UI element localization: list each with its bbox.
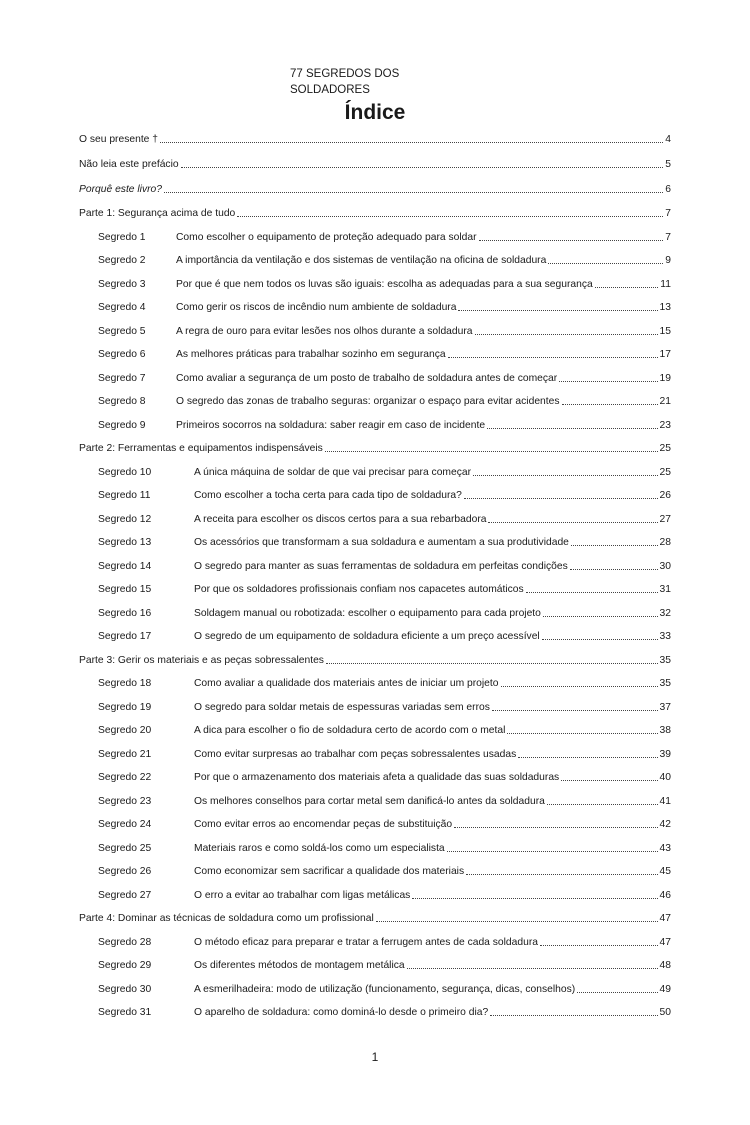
toc-secret-number: Segredo 27 (98, 889, 152, 901)
toc-entry-title: A receita para escolher os discos certos para a sua rebarbadora (194, 513, 487, 525)
dot-leader (454, 827, 657, 828)
dot-leader (548, 263, 663, 264)
toc-secret-number: Segredo 21 (98, 748, 152, 760)
dot-leader (577, 992, 657, 993)
dot-leader (526, 592, 658, 593)
dot-leader (447, 851, 658, 852)
toc-page-number: 37 (659, 701, 671, 713)
toc-secret-number: Segredo 22 (98, 772, 152, 783)
index-heading (0, 101, 750, 125)
toc-page-number: 9 (665, 255, 671, 266)
toc-page-number: 4 (665, 134, 671, 145)
dot-leader (407, 968, 658, 969)
toc-page-number: 50 (659, 1007, 671, 1018)
toc-secret-number: Segredo 25 (98, 842, 152, 854)
toc-page-number: 40 (659, 772, 671, 783)
toc-secret-entry[interactable] (79, 513, 671, 526)
toc-secret-entry[interactable] (79, 865, 671, 878)
toc-entry-title: O seu presente † (79, 134, 158, 145)
toc-secret-entry[interactable] (79, 395, 671, 408)
dot-leader (547, 804, 658, 805)
toc-secret-entry[interactable] (79, 489, 671, 502)
toc-secret-number: Segredo 7 (98, 372, 146, 384)
toc-secret-number: Segredo 5 (98, 325, 146, 337)
toc-secret-number: Segredo 19 (98, 701, 152, 713)
toc-entry-title: Os diferentes métodos de montagem metálica (194, 960, 405, 971)
toc-secret-entry[interactable] (79, 231, 671, 244)
toc-page-number: 7 (665, 208, 671, 219)
toc-secret-entry[interactable] (79, 677, 671, 690)
toc-entry-title: A importância da ventilação e dos sistemas de ventilação na oficina de soldadura (176, 255, 547, 266)
toc-entry-title: Soldagem manual ou robotizada: escolher o equipamento para cada projeto (194, 607, 541, 619)
toc-part-entry[interactable] (79, 912, 671, 925)
toc-page-number: 47 (659, 936, 671, 948)
toc-page-number: 27 (659, 513, 671, 525)
toc-secret-number: Segredo 15 (98, 584, 152, 595)
toc-entry[interactable] (79, 133, 671, 146)
toc-page-number: 11 (660, 278, 671, 290)
toc-entry-title: O segredo das zonas de trabalho seguras: organizar o espaço para evitar acidentes (176, 396, 560, 407)
toc-entry-title: O segredo para manter as suas ferramentas de soldadura em perfeitas condições (194, 560, 568, 572)
dot-leader (237, 216, 663, 217)
toc-secret-number: Segredo 23 (98, 795, 152, 807)
toc-page-number: 13 (659, 302, 671, 313)
toc-page-number: 23 (659, 419, 671, 431)
toc-secret-number: Segredo 2 (98, 255, 146, 266)
toc-entry[interactable] (79, 183, 671, 196)
toc-secret-entry[interactable] (79, 278, 671, 291)
toc-page-number: 46 (659, 889, 671, 901)
document-header-title: 77 SEGREDOS DOS SOLDADORES (290, 68, 400, 96)
toc-secret-entry[interactable] (79, 560, 671, 573)
dot-leader (570, 569, 658, 570)
toc-entry-title: A regra de ouro para evitar lesões nos olhos durante a soldadura (176, 325, 473, 337)
toc-secret-number: Segredo 10 (98, 466, 152, 478)
dot-leader (326, 663, 658, 664)
toc-entry[interactable] (79, 158, 671, 171)
dot-leader (543, 616, 658, 617)
toc-secret-number: Segredo 11 (98, 490, 151, 501)
toc-page-number: 39 (659, 748, 671, 760)
toc-page-number: 43 (659, 842, 671, 854)
toc-entry-title: Parte 1: Segurança acima de tudo (79, 208, 236, 219)
dot-leader (487, 428, 657, 429)
toc-entry-title: Não leia este prefácio (79, 159, 179, 170)
toc-secret-number: Segredo 30 (98, 983, 152, 995)
toc-page-number: 32 (659, 607, 671, 619)
dot-leader (507, 733, 657, 734)
toc-secret-entry[interactable] (79, 724, 671, 737)
toc-page-number: 17 (659, 349, 671, 360)
toc-secret-entry[interactable] (79, 818, 671, 831)
toc-entry-title: Os melhores conselhos para cortar metal sem danificá-lo antes da soldadura (194, 795, 545, 807)
dot-leader (540, 945, 658, 946)
toc-page-number: 6 (665, 184, 671, 195)
dot-leader (475, 334, 658, 335)
toc-page-number: 26 (659, 490, 671, 501)
toc-secret-entry[interactable] (79, 842, 671, 855)
dot-leader (561, 780, 657, 781)
toc-page-number: 28 (659, 537, 671, 548)
toc-page-number: 25 (659, 466, 671, 478)
dot-leader (164, 192, 663, 193)
toc-page-number: 7 (665, 231, 671, 243)
toc-entry-title: Como evitar erros ao encomendar peças de substituição (194, 819, 453, 830)
toc-secret-entry[interactable] (79, 536, 671, 549)
toc-part-entry[interactable] (79, 654, 671, 667)
toc-entry-title: Como avaliar a qualidade dos materiais antes de iniciar um projeto (194, 678, 499, 689)
toc-entry-title: Como escolher o equipamento de proteção adequado para soldar (176, 231, 477, 243)
toc-page-number: 30 (659, 560, 671, 572)
dot-leader (464, 498, 658, 499)
toc-page-number: 41 (659, 795, 671, 807)
dot-leader (448, 357, 658, 358)
toc-secret-number: Segredo 6 (98, 349, 146, 360)
dot-leader (325, 451, 658, 452)
toc-secret-entry[interactable] (79, 348, 671, 361)
toc-secret-number: Segredo 16 (98, 607, 152, 619)
toc-secret-number: Segredo 3 (98, 278, 146, 290)
dot-leader (571, 545, 658, 546)
toc-secret-number: Segredo 31 (98, 1007, 152, 1018)
toc-page-number: 33 (659, 631, 671, 642)
dot-leader (518, 757, 657, 758)
toc-page-number: 31 (659, 584, 671, 595)
dot-leader (488, 522, 657, 523)
toc-secret-number: Segredo 20 (98, 725, 152, 736)
toc-secret-entry[interactable] (79, 889, 671, 902)
toc-entry-title: Primeiros socorros na soldadura: saber reagir em caso de incidente (176, 419, 486, 431)
toc-secret-number: Segredo 9 (98, 419, 146, 431)
toc-secret-entry[interactable] (79, 701, 671, 714)
toc-secret-number: Segredo 8 (98, 396, 146, 407)
toc-secret-number: Segredo 13 (98, 537, 152, 548)
toc-entry-title: A única máquina de soldar de que vai precisar para começar (194, 466, 472, 478)
dot-leader (501, 686, 658, 687)
toc-entry-title: O segredo de um equipamento de soldadura eficiente a um preço acessível (194, 631, 540, 642)
toc-entry-title: Como avaliar a segurança de um posto de trabalho de soldadura antes de começar (176, 372, 558, 384)
toc-secret-entry[interactable] (79, 959, 671, 972)
toc-secret-entry[interactable] (79, 1006, 671, 1019)
dot-leader (160, 142, 663, 143)
dot-leader (466, 874, 657, 875)
toc-page-number: 48 (659, 960, 671, 971)
toc-secret-entry[interactable] (79, 254, 671, 267)
toc-page-number: 38 (659, 725, 671, 736)
toc-page-number: 15 (659, 325, 671, 337)
toc-secret-entry[interactable] (79, 466, 671, 479)
toc-entry-title: Porquê este livro? (79, 184, 162, 195)
toc-secret-number: Segredo 17 (98, 631, 152, 642)
toc-entry-title: A esmerilhadeira: modo de utilização (funcionamento, segurança, dicas, conselhos) (194, 983, 576, 995)
toc-entry-title: Materiais raros e como soldá-los como um especialista (194, 842, 445, 854)
dot-leader (473, 475, 658, 476)
toc-secret-entry[interactable] (79, 325, 671, 338)
toc-entry-title: A dica para escolher o fio de soldadura certo de acordo com o metal (194, 725, 506, 736)
toc-page-number: 47 (659, 913, 671, 924)
toc-entry-title: O aparelho de soldadura: como dominá-lo desde o primeiro dia? (194, 1007, 489, 1018)
toc-entry-title: As melhores práticas para trabalhar sozinho em segurança (176, 349, 446, 360)
index-heading-text: Índice (344, 101, 406, 124)
toc-secret-number: Segredo 14 (98, 560, 152, 572)
toc-entry-title: Parte 3: Gerir os materiais e as peças sobressalentes (79, 654, 324, 666)
dot-leader (542, 639, 658, 640)
toc-page-number: 5 (665, 159, 671, 170)
toc-secret-number: Segredo 4 (98, 302, 146, 313)
page-number: 1 (371, 1050, 379, 1064)
dot-leader (562, 404, 658, 405)
toc-secret-number: Segredo 28 (98, 936, 152, 948)
toc-page-number: 35 (659, 654, 671, 666)
dot-leader (490, 1015, 657, 1016)
toc-secret-entry[interactable] (79, 748, 671, 761)
toc-entry-title: Como evitar surpresas ao trabalhar com peças sobressalentes usadas (194, 748, 517, 760)
toc-entry-title: Por que o armazenamento dos materiais afeta a qualidade das suas soldaduras (194, 772, 560, 783)
toc-entry-title: O erro a evitar ao trabalhar com ligas metálicas (194, 889, 411, 901)
toc-entry-title: O segredo para soldar metais de espessuras variadas sem erros (194, 701, 490, 713)
toc-secret-entry[interactable] (79, 372, 671, 385)
toc-entry-title: Como economizar sem sacrificar a qualidade dos materiais (194, 866, 465, 877)
toc-page-number: 35 (659, 678, 671, 689)
toc-page-number: 49 (659, 983, 671, 995)
dot-leader (181, 167, 664, 168)
toc-secret-entry[interactable] (79, 771, 671, 784)
dot-leader (458, 310, 657, 311)
toc-entry-title: Por que os soldadores profissionais confiam nos capacetes automáticos (194, 584, 524, 595)
toc-entry-title: Por que é que nem todos os luvas são iguais: escolha as adequadas para a sua segurança (176, 278, 593, 290)
toc-page-number: 45 (659, 866, 671, 877)
toc-entry-title: O método eficaz para preparar e tratar a ferrugem antes de cada soldadura (194, 936, 538, 948)
toc-secret-entry[interactable] (79, 301, 671, 314)
toc-entry-title: Parte 4: Dominar as técnicas de soldadura como um profissional (79, 913, 374, 924)
dot-leader (559, 381, 657, 382)
toc-entry-title: Como escolher a tocha certa para cada tipo de soldadura? (194, 490, 462, 501)
dot-leader (376, 921, 658, 922)
toc-page-number: 21 (659, 396, 671, 407)
toc-secret-number: Segredo 1 (98, 231, 146, 243)
toc-page-number: 25 (659, 443, 671, 454)
dot-leader (479, 240, 664, 241)
toc-secret-number: Segredo 26 (98, 866, 152, 877)
toc-secret-number: Segredo 24 (98, 819, 152, 830)
toc-secret-number: Segredo 29 (98, 960, 152, 971)
dot-leader (492, 710, 658, 711)
toc-page-number: 42 (659, 819, 671, 830)
toc-secret-entry[interactable] (79, 795, 671, 808)
toc-secret-entry[interactable] (79, 936, 671, 949)
toc-part-entry[interactable] (79, 442, 671, 455)
toc-secret-entry[interactable] (79, 983, 671, 996)
toc-page-number: 19 (659, 372, 671, 384)
toc-secret-entry[interactable] (79, 607, 671, 620)
toc-entry-title: Parte 2: Ferramentas e equipamentos indispensáveis (79, 443, 323, 454)
toc-entry-title: Os acessórios que transformam a sua soldadura e aumentam a sua produtividade (194, 537, 569, 548)
toc-entry-title: Como gerir os riscos de incêndio num ambiente de soldadura (176, 302, 457, 313)
dot-leader (412, 898, 657, 899)
toc-secret-number: Segredo 12 (98, 513, 152, 525)
toc-part-entry[interactable] (79, 207, 671, 220)
toc-secret-entry[interactable] (79, 630, 671, 643)
toc-secret-entry[interactable] (79, 419, 671, 432)
dot-leader (595, 287, 659, 288)
toc-secret-entry[interactable] (79, 583, 671, 596)
toc-secret-number: Segredo 18 (98, 678, 152, 689)
